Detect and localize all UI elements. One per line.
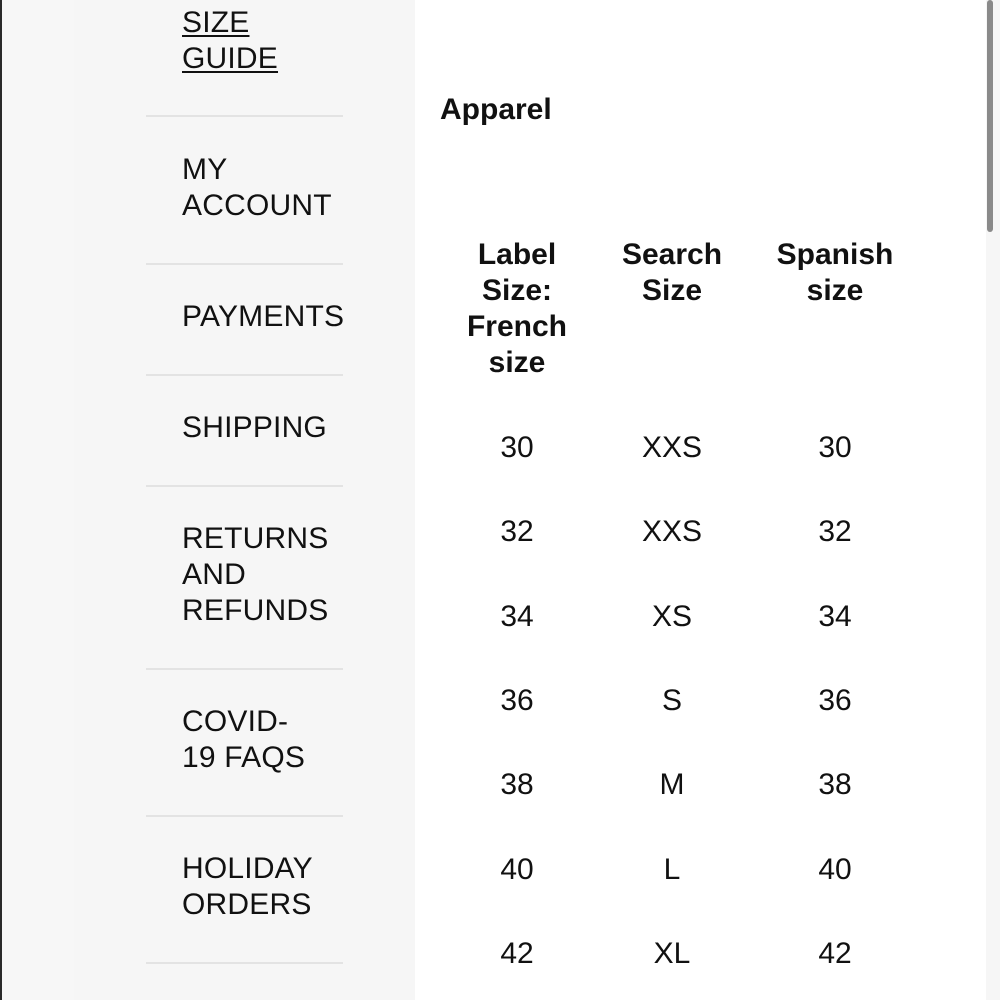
table-cell: 40 xyxy=(818,853,852,886)
table-cell: 30 xyxy=(500,431,534,464)
size-guide-content xyxy=(415,0,986,1000)
sidebar-item-returns-and-refunds[interactable]: RETURNS AND REFUNDS xyxy=(182,522,329,627)
section-heading: Apparel xyxy=(440,93,552,126)
table-cell: 34 xyxy=(500,600,534,633)
sidebar-item-my-account[interactable]: MY ACCOUNT xyxy=(182,153,332,222)
table-cell: 36 xyxy=(500,684,534,717)
sidebar-item-covid-19-faqs[interactable]: COVID- 19 FAQS xyxy=(182,705,306,774)
sidebar-item-shipping[interactable]: SHIPPING xyxy=(182,411,327,444)
sidebar-item-payments[interactable]: PAYMENTS xyxy=(182,300,345,333)
table-cell: 38 xyxy=(818,768,852,801)
table-cell: 34 xyxy=(818,600,852,633)
table-cell: XXS xyxy=(641,431,703,464)
table-header-spanish-size: Spanish size xyxy=(776,238,894,307)
sidebar-divider xyxy=(146,815,343,817)
help-sidebar xyxy=(74,0,415,1000)
sidebar-divider xyxy=(146,962,343,964)
table-cell: 36 xyxy=(818,684,852,717)
sidebar-divider xyxy=(146,115,343,117)
sidebar-divider xyxy=(146,668,343,670)
table-cell: M xyxy=(659,768,685,801)
table-cell: S xyxy=(661,684,682,717)
table-header-french-size: Label Size: French size xyxy=(466,238,568,379)
table-cell: 32 xyxy=(500,515,534,548)
table-cell: 40 xyxy=(500,853,534,886)
table-cell: 32 xyxy=(818,515,852,548)
sidebar-item-holiday-orders[interactable]: HOLIDAY ORDERS xyxy=(182,852,313,921)
table-cell: L xyxy=(663,853,681,886)
table-cell: 38 xyxy=(500,768,534,801)
table-cell: XS xyxy=(651,600,693,633)
table-cell: 30 xyxy=(818,431,852,464)
table-cell: XXS xyxy=(641,515,703,548)
sidebar-divider xyxy=(146,263,343,265)
scrollbar-thumb[interactable] xyxy=(987,0,993,232)
sidebar-item-size-guide[interactable]: SIZE GUIDE xyxy=(182,6,279,75)
sidebar-divider xyxy=(146,374,343,376)
window-edge xyxy=(0,0,2,1000)
table-cell: XL xyxy=(653,937,691,970)
table-header-search-size: Search Size xyxy=(621,238,723,307)
table-cell: 42 xyxy=(500,937,534,970)
sidebar-divider xyxy=(146,485,343,487)
table-cell: 42 xyxy=(818,937,852,970)
